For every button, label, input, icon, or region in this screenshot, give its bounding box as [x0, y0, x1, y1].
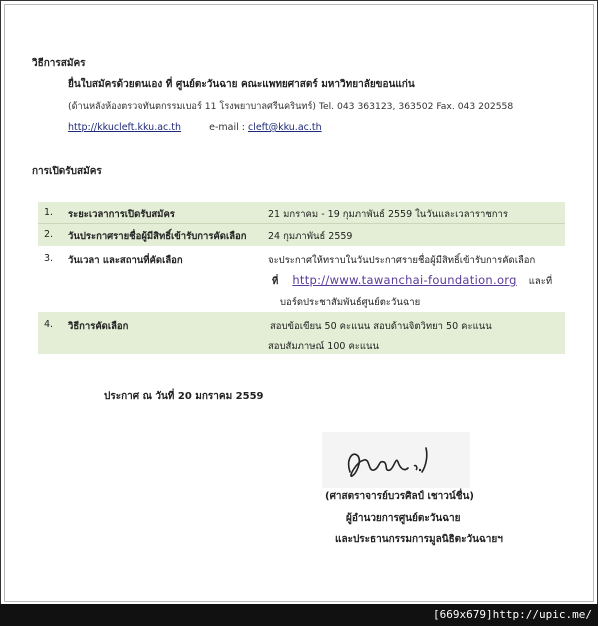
signature-image: [322, 432, 470, 488]
row-value-line2: สอบสัมภาษณ์ 100 คะแนน: [268, 341, 380, 352]
foundation-link[interactable]: http://www.tawanchai-foundation.org: [292, 273, 517, 287]
announcement-date: ประกาศ ณ วันที่ 20 มกราคม 2559: [104, 391, 264, 402]
apply-heading: วิธีการสมัคร: [32, 58, 86, 69]
email-link[interactable]: cleft@kku.ac.th: [247, 122, 322, 133]
row-value: สอบข้อเขียน 50 คะแนน สอบด้านจิตวิทยา 50 คะแนน: [270, 321, 492, 332]
website-link[interactable]: http://kkucleft.kku.ac.th: [68, 122, 182, 133]
table-row: [38, 202, 565, 223]
signatory-title-2: และประธานกรรมการมูลนิธิตะวันฉายฯ: [335, 534, 503, 545]
row-value: 21 มกราคม - 19 กุมภาพันธ์ 2559 ในวันและเวลาราชการ: [268, 209, 508, 220]
signatory-name: (ศาสตราจารย์บวรศิลป์ เชาวน์ชื่น): [325, 491, 474, 502]
apply-location: ยื่นใบสมัครด้วยตนเอง ที่ ศูนย์ตะวันฉาย คณะแพทยศาสตร์ มหาวิทยาลัยขอนแก่น: [68, 79, 415, 90]
schedule-table: [38, 202, 565, 354]
image-host-footer: [0, 604, 598, 626]
row-label: วิธีการคัดเลือก: [68, 321, 129, 332]
table-row: [38, 312, 565, 354]
signatory-title: ผู้อำนวยการศูนย์ตะวันฉาย: [346, 513, 461, 524]
row-value-line3: บอร์ดประชาสัมพันธ์ศูนย์ตะวันฉาย: [280, 297, 421, 308]
apply-contact: [68, 122, 322, 133]
at-label: ที่: [272, 276, 279, 287]
row-number: 3.: [44, 253, 54, 264]
table-row: [38, 224, 565, 246]
row-label: วันประกาศรายชื่อผู้มีสิทธิ์เข้ารับการคัดเลือก: [68, 231, 247, 242]
row-value: 24 กุมภาพันธ์ 2559: [268, 231, 353, 242]
row-number: 1.: [44, 207, 54, 218]
row-number: 2.: [44, 229, 54, 240]
row-number: 4.: [44, 319, 54, 330]
apply-address: (ด้านหลังห้องตรวจทันตกรรมเบอร์ 11 โรงพยาบาลศรีนครินทร์) Tel. 043 363123, 363502 Fax. 043 202558: [68, 101, 514, 112]
footer-text: [669x679]http://upic.me/: [433, 608, 592, 621]
email-label: e-mail :: [209, 122, 248, 133]
table-row: [38, 246, 565, 312]
row-value: จะประกาศให้ทราบในวันประกาศรายชื่อผู้มีสิทธิ์เข้ารับการคัดเลือก: [268, 255, 536, 266]
opening-heading: การเปิดรับสมัคร: [32, 166, 102, 177]
row-label: ระยะเวลาการเปิดรับสมัคร: [68, 209, 175, 220]
row-label: วันเวลา และสถานที่คัดเลือก: [68, 255, 183, 266]
signature-scribble: [322, 432, 470, 488]
row-value-line2: [272, 273, 552, 289]
and-at-label: และที่: [528, 276, 553, 287]
